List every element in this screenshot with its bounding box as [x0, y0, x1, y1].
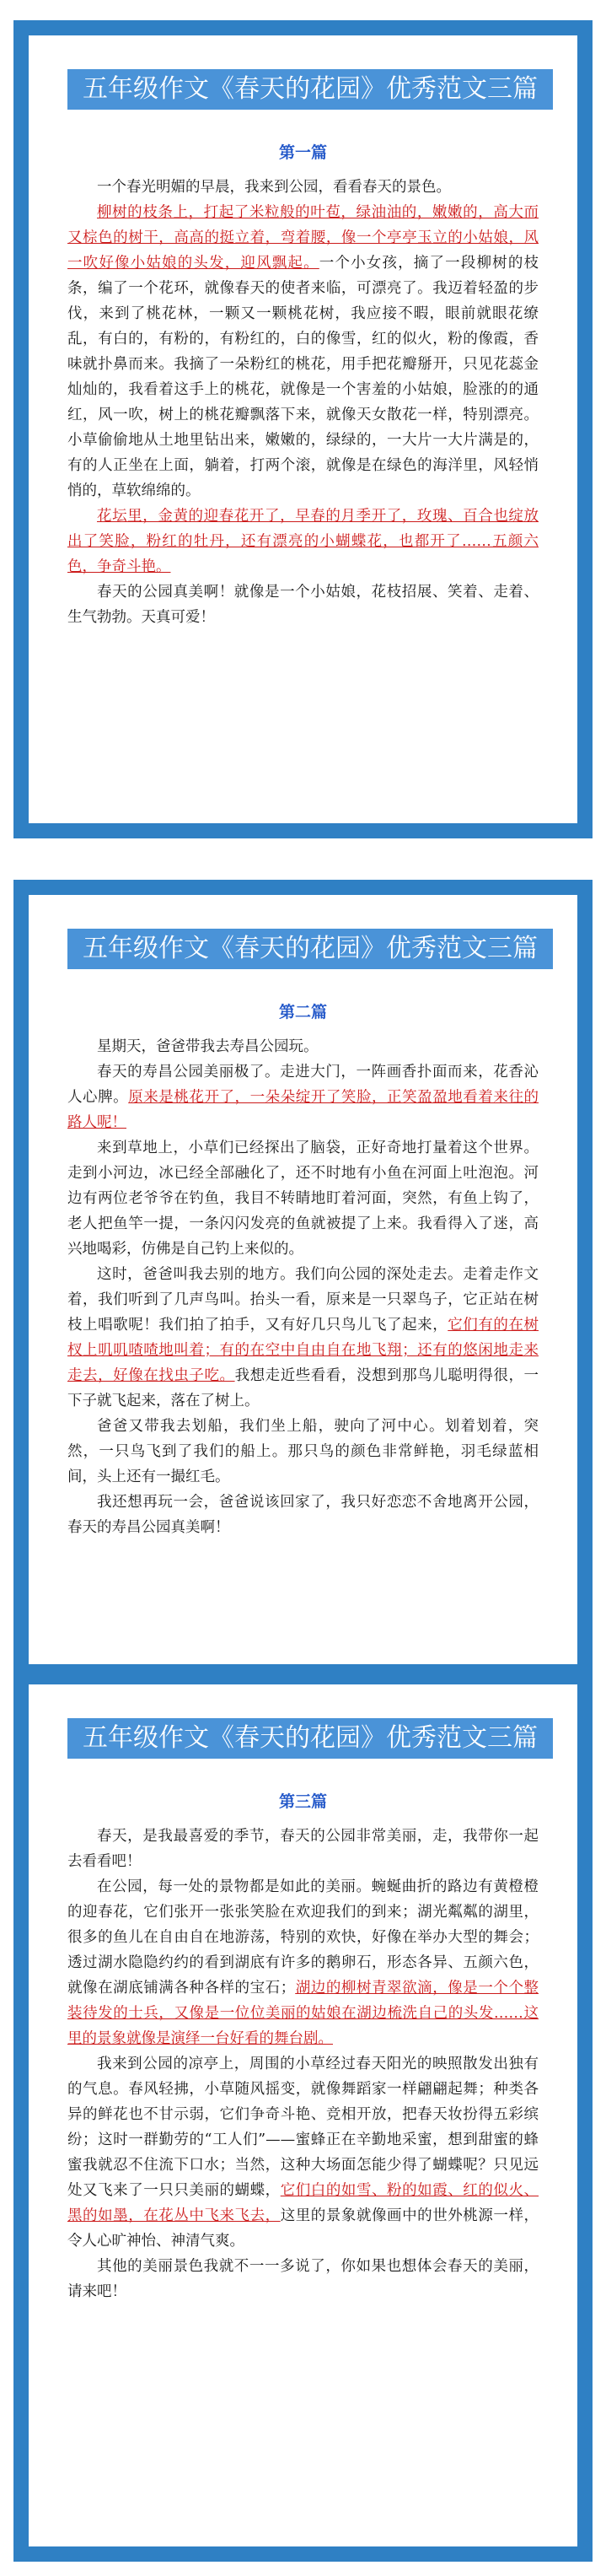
paragraph-text: 一个春光明媚的早晨，我来到公园，看看春天的景色。 — [97, 179, 451, 196]
paragraph — [67, 1490, 539, 1540]
highlighted-text: 湖边的柳树青翠欲滴，像是一个个整装待发的士兵，又像是一位位美丽的姑娘在湖边梳洗自己的头发……这里的景象就像是演绎一台好看的舞台剧。 — [67, 1980, 539, 2047]
paragraph-text: 在公园，每一处的景物都是如此的美丽。蜿蜒曲折的路边有黄橙橙的迎春花，它们张开一张张笑脸在欢迎我们的到来；湖光粼粼的湖里，很多的鱼儿在自由自在地游荡，特别的欢快，好像在举办大型的舞会；透过湖水隐隐约约的看到湖底有许多的鹅卵石，形态各异、五颜六色，就像在湖底铺满各种各样的宝石； — [67, 1878, 539, 1997]
paragraph-text: 爸爸又带我去划船，我们坐上船，驶向了河中心。划着划着，突然，一只鸟飞到了我们的船上。那只鸟的颜色非常鲜艳，羽毛绿蓝相间，头上还有一撮红毛。 — [67, 1418, 539, 1485]
paragraph — [67, 175, 539, 200]
article-content-3 — [29, 1684, 577, 2546]
paragraph-text: 这时，爸爸叫我去别的地方。我们向公园的深处走去。走着走作文着，我们听到了几声鸟叫。抬头一看，原来是一只翠鸟子，它正站在树枝上唱歌呢！我们拍了拍手，又有好几只鸟儿飞了起来， — [67, 1266, 539, 1334]
paragraph-text: 一个小女孩，摘了一段柳树的枝条，编了一个花环，就像春天的使者来临，可漂亮了。我迈着轻盈的步伐，来到了桃花林，一颗又一颗桃花树，我应接不暇，眼前就眼花缭乱，有白的，有粉的，有粉红的，白的像雪，红的似火，粉的像霞，香味就扑鼻而来。我摘了一朵粉红的桃花，用手把花瓣掰开，只见花蕊金灿灿的，我看着这手上的桃花，就像是一个害羞的小姑娘，脸涨的的通红，风一吹，树上的桃花瓣飘落下来，就像天女散花一样，特别漂亮。小草偷偷地从土地里钻出来，嫩嫩的，绿绿的，一大片一大片满是的，有的人正坐在上面，躺着，打两个滚，就像是在绿色的海洋里，风轻悄悄的，草软绵绵的。 — [67, 255, 539, 499]
article-card-2 — [13, 880, 593, 1679]
paragraph-text: 我想走近些看看，没想到那鸟儿聪明得很，一下子就飞起来，落在了树上。 — [67, 1367, 539, 1409]
paragraph — [67, 1262, 539, 1414]
paragraph — [67, 1824, 539, 1874]
article-banner-title: 五年级作文《春天的花园》优秀范文三篇 — [67, 69, 553, 110]
paragraph — [67, 504, 539, 579]
paragraph-text: 春天，是我最喜爱的季节，春天的公园非常美丽，走，我带你一起去看看吧！ — [67, 1828, 539, 1870]
paragraph — [67, 1034, 539, 1059]
highlighted-text: 原来是桃花开了，一朵朵绽开了笑脸，正笑盈盈地看着来往的路人呢！ — [67, 1089, 539, 1131]
article-content-1 — [29, 35, 577, 823]
paragraph-text: 这里的景象就像画中的世外桃源一样，令人心旷神怡、神清气爽。 — [67, 2207, 539, 2250]
article-card-3 — [13, 1669, 593, 2562]
article-subtitle: 第二篇 — [278, 1003, 327, 1021]
paragraph-text: 星期天，爸爸带我去寿昌公园玩。 — [97, 1038, 319, 1055]
highlighted-text: 它们白的如雪、粉的如霞、红的似火、黑的如墨，在花丛中飞来飞去， — [67, 2182, 539, 2224]
paragraph — [67, 200, 539, 504]
article-card-1 — [13, 20, 593, 838]
article-content-2 — [29, 895, 577, 1664]
paragraph-text: 其他的美丽景色我就不一一多说了，你如果也想体会春天的美丽，请来吧！ — [67, 2258, 539, 2300]
article-subtitle: 第一篇 — [278, 143, 327, 162]
paragraph — [67, 2051, 539, 2254]
paragraph-text: 来到草地上，小草们已经探出了脑袋，正好奇地打量着这个世界。走到小河边，冰已经全部融化了，还不时地有小鱼在河面上吐泡泡。河边有两位老爷爷在钓鱼，我目不转睛地盯着河面，突然，有鱼上钩了，老人把鱼竿一提，一条闪闪发亮的鱼就被提了上来。我看得入了迷，高兴地喝彩，仿佛是自己钓上来似的。 — [67, 1140, 539, 1258]
article-subtitle: 第三篇 — [278, 1792, 327, 1811]
paragraph — [67, 1135, 539, 1262]
paragraph-text: 我来到公园的凉亭上，周围的小草经过春天阳光的映照散发出独有的气息。春风轻拂，小草随风摇变，就像舞蹈家一样翩翩起舞；种类各异的鲜花也不甘示弱，它们争奇斗艳、竞相开放，把春天妆扮得五彩缤纷；这时一群勤劳的“工人们”——蜜蜂正在辛勤地采蜜，想到甜蜜的蜂蜜我就忍不住流下口水；当然，这种大场面怎能少得了蝴蝶呢？只见远处又飞来了一只只美丽的蝴蝶， — [67, 2056, 539, 2199]
paragraph — [67, 1414, 539, 1490]
highlighted-text: 花坛里，金黄的迎春花开了，早春的月季开了，玫瑰、百合也绽放出了笑脸，粉红的牡丹，还有漂亮的小蝴蝶花，也都开了……五颜六色，争奇斗艳。 — [67, 508, 539, 575]
paragraph-text: 春天的寿昌公园美丽极了。走进大门，一阵画香扑面而来，花香沁人心脾。 — [67, 1064, 539, 1106]
highlighted-text: 柳树的枝条上，打起了米粒般的叶苞，绿油油的，嫩嫩的，高大而又棕色的树干，高高的挺立着，弯着腰，像一个亭亭玉立的小姑娘，风一吹好像小姑娘的头发，迎风飘起。 — [67, 204, 539, 272]
paragraph-text: 我还想再玩一会，爸爸说该回家了，我只好恋恋不舍地离开公园，春天的寿昌公园真美啊！ — [67, 1494, 539, 1536]
paragraph — [67, 1874, 539, 2051]
highlighted-text: 它们有的在树杈上叽叽喳喳地叫着；有的在空中自由自在地飞翔；还有的悠闲地走来走去，好像在找虫子吃。 — [67, 1317, 539, 1384]
article-banner-title: 五年级作文《春天的花园》优秀范文三篇 — [67, 929, 553, 969]
paragraph — [67, 579, 539, 630]
paragraph — [67, 1059, 539, 1135]
article-banner-title: 五年级作文《春天的花园》优秀范文三篇 — [67, 1718, 553, 1759]
paragraph — [67, 2254, 539, 2304]
paragraph-text: 春天的公园真美啊！就像是一个小姑娘，花枝招展、笑着、走着、生气勃勃。天真可爱！ — [67, 584, 539, 626]
